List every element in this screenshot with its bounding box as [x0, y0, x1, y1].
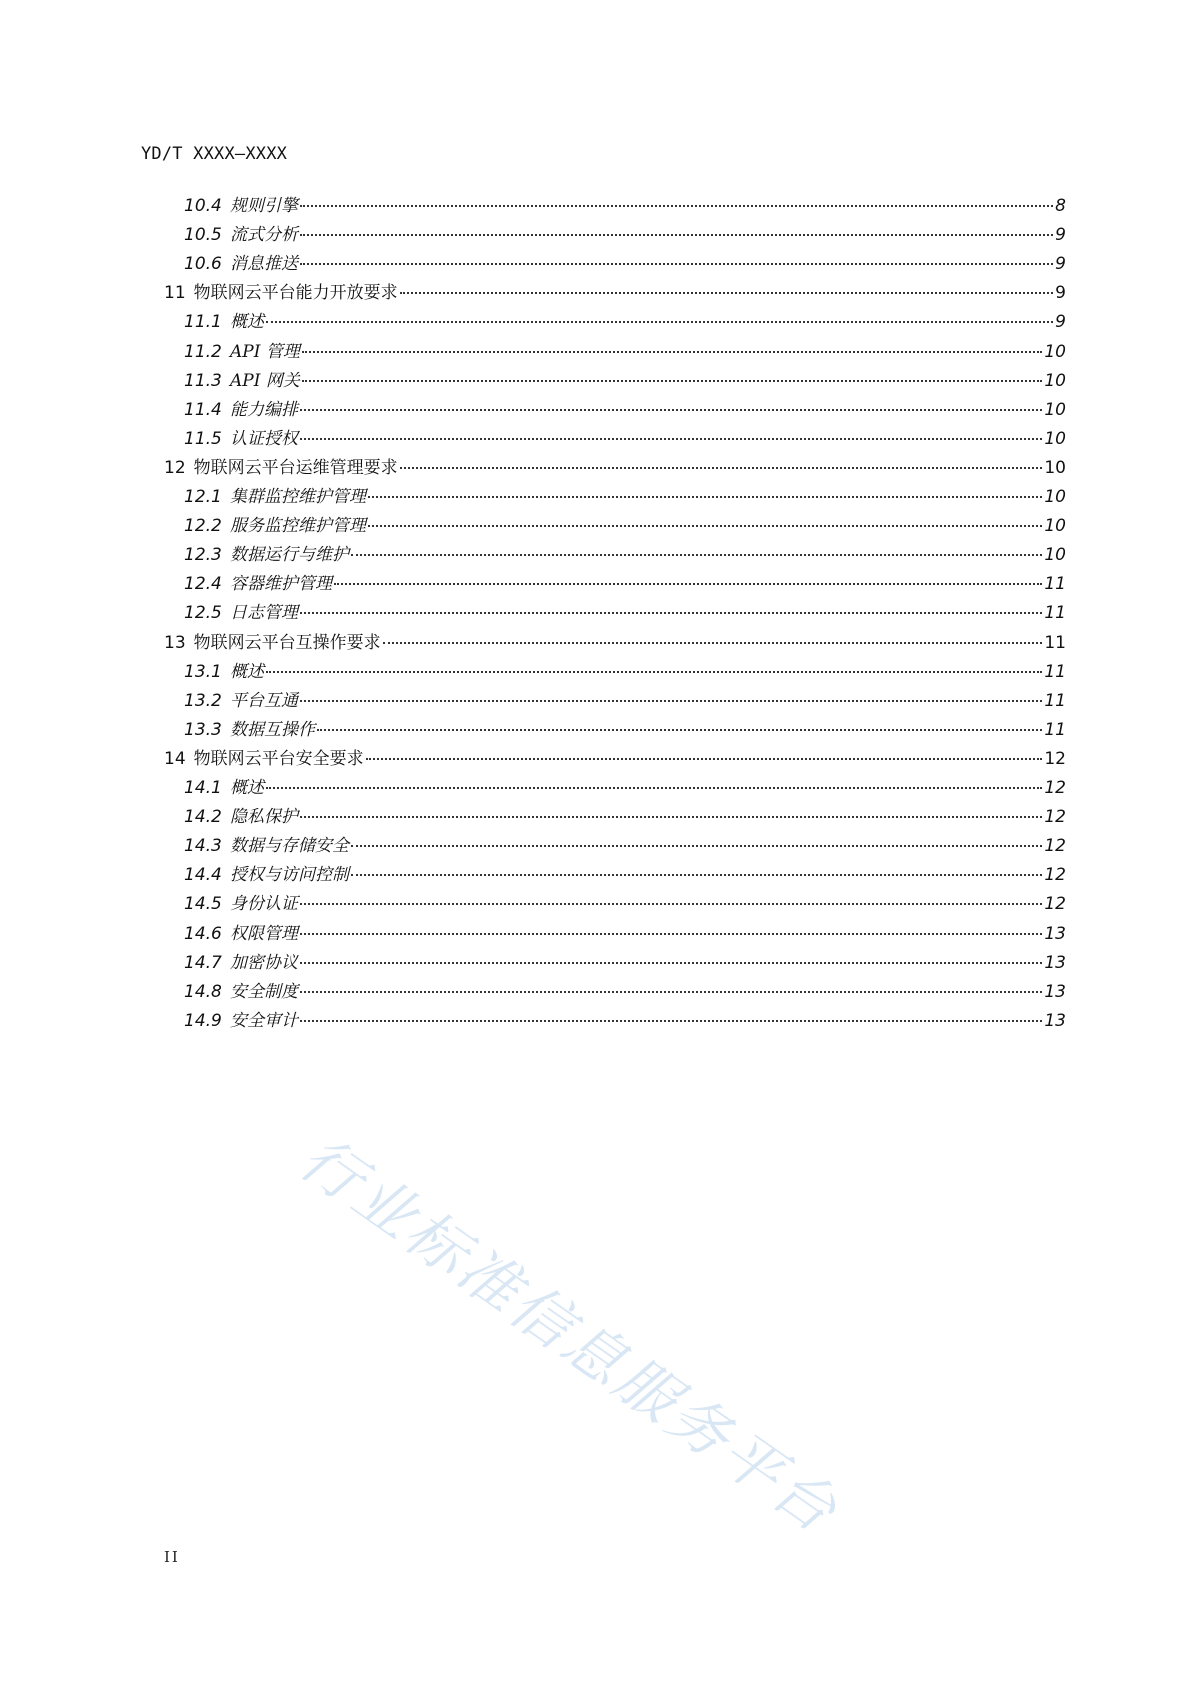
toc-entry-number: 11.5 [184, 428, 222, 449]
toc-entry-title: 消息推送 [230, 254, 298, 275]
toc-entry-number: 14.8 [184, 981, 222, 1002]
toc-entry-page: 11 [1044, 661, 1066, 682]
toc-entry-page: 10 [1044, 341, 1066, 362]
toc-leader-dots [317, 729, 1042, 731]
toc-entry[interactable] [184, 922, 1066, 946]
toc-entry[interactable] [184, 805, 1066, 829]
toc-leader-dots [300, 234, 1053, 236]
toc-leader-dots [266, 787, 1042, 789]
toc-entry-title: 能力编排 [230, 399, 298, 420]
toc-leader-dots [300, 903, 1042, 905]
toc-entry[interactable] [164, 631, 1066, 655]
toc-entry[interactable] [184, 776, 1066, 800]
toc-entry-title: 概述 [230, 661, 264, 682]
toc-entry-page: 8 [1055, 196, 1066, 216]
toc-entry-number: 14.6 [184, 923, 222, 944]
toc-leader-dots [300, 205, 1053, 207]
watermark: 行业标准信息服务平台 [287, 1123, 852, 1548]
toc-entry-number: 11 [164, 283, 186, 304]
toc-entry-page: 10 [1044, 487, 1066, 507]
toc-entry-number: 14.1 [184, 778, 222, 798]
toc-leader-dots [300, 263, 1053, 265]
toc-entry[interactable] [184, 601, 1066, 625]
toc-entry-title: 数据运行与维护 [230, 545, 349, 566]
toc-entry-title: 数据互操作 [230, 719, 315, 740]
toc-entry-title: 物联网云平台能力开放要求 [193, 283, 398, 304]
toc-leader-dots [368, 496, 1042, 498]
toc-entry-number: 12.2 [184, 516, 222, 537]
toc-leader-dots [351, 554, 1042, 556]
toc-entry-number: 14.2 [184, 807, 222, 828]
toc-entry[interactable] [184, 223, 1066, 247]
toc-entry-page: 13 [1044, 923, 1066, 944]
toc-entry-title: 物联网云平台安全要求 [193, 748, 364, 769]
toc-entry-page: 10 [1044, 457, 1066, 478]
toc-entry-title: 平台互通 [230, 690, 298, 711]
toc-leader-dots [300, 991, 1042, 993]
toc-entry-number: 10.4 [184, 196, 222, 216]
toc-entry-title: 隐私保护 [230, 807, 298, 828]
toc-entry-page: 11 [1044, 574, 1066, 595]
toc-leader-dots [266, 671, 1042, 673]
toc-entry-page: 12 [1044, 865, 1066, 886]
toc-entry-title: 集群监控维护管理 [230, 487, 366, 507]
toc-leader-dots [300, 700, 1042, 702]
toc-entry-page: 10 [1044, 370, 1066, 391]
toc-entry-page: 11 [1044, 719, 1066, 740]
toc-entry-page: 12 [1044, 807, 1066, 828]
toc-entry[interactable] [184, 514, 1066, 538]
toc-leader-dots [351, 845, 1042, 847]
toc-entry[interactable] [184, 369, 1066, 393]
toc-entry-page: 13 [1044, 981, 1066, 1002]
toc-leader-dots [300, 409, 1042, 411]
toc-leader-dots [366, 758, 1043, 760]
toc-entry-number: 10.5 [184, 225, 222, 246]
toc-entry-page: 10 [1044, 399, 1066, 420]
toc-leader-dots [266, 321, 1053, 323]
toc-entry-number: 12.5 [184, 603, 222, 624]
toc-entry-title: 权限管理 [230, 923, 298, 944]
toc-entry-page: 13 [1044, 1010, 1066, 1031]
toc-entry[interactable] [184, 660, 1066, 684]
toc-leader-dots [300, 933, 1042, 935]
toc-entry-title: 流式分析 [230, 225, 298, 246]
toc-entry-page: 9 [1055, 283, 1066, 304]
toc-entry[interactable] [184, 572, 1066, 596]
toc-entry-title: 容器维护管理 [230, 574, 332, 595]
toc-entry-title: 数据与存储安全 [230, 836, 349, 857]
toc-entry[interactable] [184, 194, 1066, 218]
toc-entry-page: 10 [1044, 545, 1066, 566]
toc-entry-title: 授权与访问控制 [230, 865, 349, 886]
toc-entry-title: 物联网云平台互操作要求 [193, 632, 381, 653]
toc-leader-dots [300, 816, 1042, 818]
toc-entry-title: 身份认证 [230, 894, 298, 915]
toc-entry[interactable] [184, 718, 1066, 742]
toc-entry-title: 加密协议 [230, 952, 298, 973]
toc-leader-dots [383, 642, 1043, 644]
toc-entry-number: 13.1 [184, 661, 222, 682]
toc-entry-number: 14.9 [184, 1010, 222, 1031]
toc-entry-number: 14 [164, 748, 186, 769]
toc-entry-number: 14.3 [184, 836, 222, 857]
toc-leader-dots [351, 874, 1042, 876]
toc-entry-page: 9 [1055, 312, 1066, 333]
toc-entry-number: 12.4 [184, 574, 222, 595]
toc-entry-page: 9 [1055, 254, 1066, 275]
toc-entry-page: 10 [1044, 516, 1066, 537]
toc-leader-dots [300, 612, 1042, 614]
toc-entry-title: 物联网云平台运维管理要求 [193, 457, 398, 478]
toc-entry-number: 10.6 [184, 254, 222, 275]
toc-entry-number: 11.4 [184, 399, 222, 420]
toc-entry-number: 11.2 [184, 341, 222, 362]
toc-entry[interactable] [184, 543, 1066, 567]
toc-entry-number: 13 [164, 632, 186, 653]
toc-entry[interactable] [184, 951, 1066, 975]
toc-leader-dots [368, 525, 1042, 527]
toc-entry[interactable] [184, 310, 1066, 334]
toc-entry-number: 12 [164, 457, 186, 478]
toc-entry[interactable] [184, 398, 1066, 422]
toc-leader-dots [334, 583, 1042, 585]
toc-entry[interactable] [184, 834, 1066, 858]
toc-entry-page: 11 [1044, 603, 1066, 624]
toc-entry-page: 12 [1044, 894, 1066, 915]
toc-entry-title: 服务监控维护管理 [230, 516, 366, 537]
toc-entry-page: 9 [1055, 225, 1066, 246]
document-code-header: YD/T XXXX—XXXX [141, 144, 288, 164]
toc-entry[interactable] [164, 747, 1066, 771]
toc-entry-number: 11.1 [184, 312, 222, 333]
toc-entry-title: 概述 [230, 312, 264, 333]
toc-entry-title: 安全制度 [230, 981, 298, 1002]
toc-entry-title: 概述 [230, 778, 264, 798]
toc-leader-dots [300, 438, 1042, 440]
toc-leader-dots [400, 467, 1043, 469]
toc-entry-title: API 网关 [230, 370, 300, 391]
toc-leader-dots [302, 351, 1043, 353]
toc-entry[interactable] [184, 892, 1066, 916]
toc-entry-page: 12 [1044, 836, 1066, 857]
toc-entry-number: 14.4 [184, 865, 222, 886]
toc-entry[interactable] [164, 281, 1066, 305]
toc-entry[interactable] [184, 427, 1066, 451]
toc-leader-dots [300, 1020, 1042, 1022]
toc-entry-title: 认证授权 [230, 428, 298, 449]
toc-entry-number: 14.5 [184, 894, 222, 915]
toc-entry[interactable] [184, 689, 1066, 713]
toc-entry-number: 13.3 [184, 719, 222, 740]
toc-leader-dots [300, 962, 1042, 964]
toc-entry-number: 12.1 [184, 487, 222, 507]
toc-leader-dots [302, 380, 1043, 382]
toc-entry-page: 12 [1044, 778, 1066, 798]
toc-entry-title: 安全审计 [230, 1010, 298, 1031]
toc-entry-title: 规则引擎 [230, 196, 298, 216]
toc-entry-number: 11.3 [184, 370, 222, 391]
toc-entry-number: 13.2 [184, 690, 222, 711]
toc-entry-page: 10 [1044, 428, 1066, 449]
toc-leader-dots [400, 292, 1054, 294]
toc-entry[interactable] [184, 1009, 1066, 1033]
toc-entry-page: 13 [1044, 952, 1066, 973]
toc-entry[interactable] [184, 252, 1066, 276]
toc-entry-page: 11 [1044, 632, 1066, 653]
toc-entry[interactable] [164, 456, 1066, 480]
toc-entry[interactable] [184, 863, 1066, 887]
toc-entry[interactable] [184, 340, 1066, 364]
toc-entry-page: 11 [1044, 690, 1066, 711]
toc-entry-number: 12.3 [184, 545, 222, 566]
toc-entry[interactable] [184, 485, 1066, 509]
toc-entry[interactable] [184, 980, 1066, 1004]
toc-entry-number: 14.7 [184, 952, 222, 973]
toc-entry-title: API 管理 [230, 341, 300, 362]
toc-entry-page: 12 [1044, 748, 1066, 769]
toc-entry-title: 日志管理 [230, 603, 298, 624]
page-number-footer: II [164, 1548, 180, 1566]
